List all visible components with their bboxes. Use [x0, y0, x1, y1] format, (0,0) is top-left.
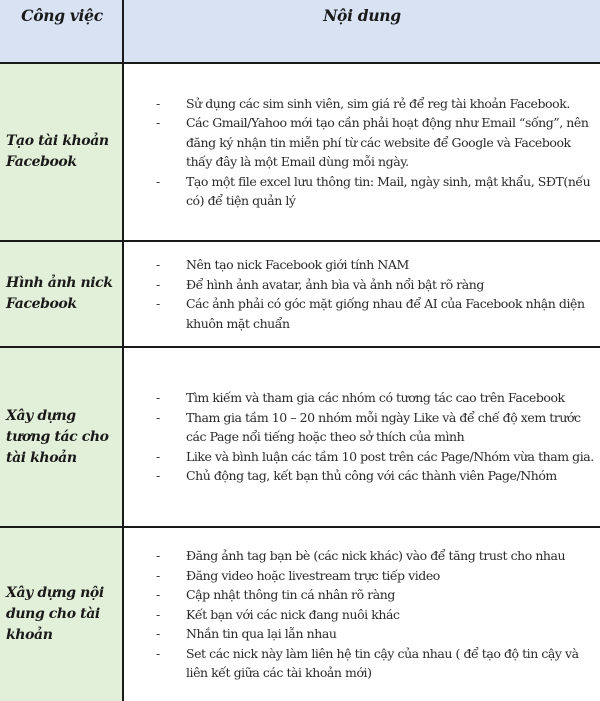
list-item	[156, 644, 600, 683]
bullet-dash-icon: -	[156, 587, 160, 603]
list-item-text: Sử dụng các sim sinh viên, sim giá rẻ để reg tài khoản Facebook.	[186, 95, 570, 111]
bullet-dash-icon: -	[156, 567, 160, 583]
list-item	[156, 566, 600, 586]
content-list	[124, 388, 600, 486]
header-cell-content	[124, 0, 600, 62]
task-label: Tạo tài khoản Facebook	[6, 133, 109, 170]
list-item	[156, 605, 600, 625]
bullet-dash-icon: -	[156, 115, 160, 130]
list-item	[156, 447, 600, 467]
header-cell-task	[0, 0, 124, 62]
list-item-text: Chủ động tag, kết bạn thủ công với các thành viên Page/Nhóm	[186, 468, 557, 484]
list-item	[156, 113, 600, 172]
list-item	[156, 172, 600, 211]
content-cell	[124, 64, 600, 240]
list-item	[156, 624, 600, 644]
bullet-dash-icon: -	[156, 257, 160, 272]
bullet-dash-icon: -	[156, 276, 160, 292]
list-item-text: Tham gia tầm 10 – 20 nhóm mỗi ngày Like và để chế độ xem trước các Page nổi tiếng hoặc theo sở thích của mình	[186, 409, 581, 445]
task-label: Xây dựng nội dung cho tài khoản	[6, 585, 104, 643]
list-item-text: Đăng ảnh tag bạn bè (các nick khác) vào để tăng trust cho nhau	[186, 548, 566, 564]
table-row	[0, 528, 600, 701]
bullet-dash-icon: -	[156, 95, 160, 111]
bullet-dash-icon: -	[156, 626, 160, 642]
bullet-dash-icon: -	[156, 173, 160, 189]
list-item	[156, 294, 600, 333]
bullet-dash-icon: -	[156, 409, 160, 425]
list-item-text: Kết bạn với các nick đang nuôi khác	[186, 606, 400, 622]
bullet-dash-icon: -	[156, 296, 160, 311]
list-item	[156, 388, 600, 408]
list-item-text: Set các nick này làm liên hệ tin cậy của nhau ( để tạo độ tin cậy và liên kết giữa các tài khoản mới)	[186, 645, 579, 681]
table-header-row	[0, 0, 600, 64]
content-cell	[124, 528, 600, 701]
table-row	[0, 348, 600, 528]
bullet-dash-icon: -	[156, 606, 160, 622]
list-item-text: Nhắn tin qua lại lẫn nhau	[186, 626, 337, 642]
list-item	[156, 408, 600, 447]
list-item	[156, 585, 600, 605]
task-cell	[0, 64, 124, 240]
bullet-dash-icon: -	[156, 645, 160, 661]
task-cell	[0, 242, 124, 346]
bullet-dash-icon: -	[156, 468, 160, 484]
content-cell	[124, 348, 600, 526]
list-item-text: Các ảnh phải có góc mặt giống nhau để AI của Facebook nhận diện khuôn mặt chuẩn	[186, 296, 585, 331]
task-cell	[0, 348, 124, 526]
list-item-text: Tạo một file excel lưu thông tin: Mail, ngày sinh, mật khẩu, SĐT(nếu có) để tiện quản lý	[186, 173, 591, 208]
bullet-dash-icon: -	[156, 548, 160, 564]
list-item	[156, 546, 600, 566]
list-item	[156, 466, 600, 486]
table-row	[0, 242, 600, 348]
task-cell	[0, 528, 124, 701]
content-cell	[124, 242, 600, 346]
task-label: Hình ảnh nick Facebook	[6, 275, 113, 312]
list-item-text: Các Gmail/Yahoo mới tạo cần phải hoạt động như Email “sống”, nên đăng ký nhận tin miễn phí từ các website để Google và Facebook thấy đây là một Email dùng mỗi ngày.	[186, 115, 589, 169]
list-item	[156, 255, 600, 275]
task-label: Xây dựng tương tác cho tài khoản	[6, 407, 109, 466]
content-list	[124, 255, 600, 333]
list-item-text: Tìm kiếm và tham gia các nhóm có tương tác cao trên Facebook	[186, 390, 565, 406]
list-item	[156, 94, 600, 114]
list-item-text: Nên tạo nick Facebook giới tính NAM	[186, 257, 409, 272]
list-item-text: Like và bình luận các tầm 10 post trên các Page/Nhóm vừa tham gia.	[186, 448, 594, 464]
list-item-text: Đăng video hoặc livestream trực tiếp video	[186, 567, 440, 583]
header-content-label: Nội dung	[323, 6, 401, 25]
table-row	[0, 64, 600, 242]
content-list	[124, 94, 600, 211]
list-item-text: Để hình ảnh avatar, ảnh bìa và ảnh nổi bật rõ ràng	[186, 276, 484, 292]
content-list	[124, 546, 600, 683]
header-task-label: Công việc	[21, 6, 103, 25]
list-item-text: Cập nhật thông tin cá nhân rõ ràng	[186, 587, 395, 603]
bullet-dash-icon: -	[156, 448, 160, 464]
bullet-dash-icon: -	[156, 390, 160, 406]
list-item	[156, 275, 600, 295]
